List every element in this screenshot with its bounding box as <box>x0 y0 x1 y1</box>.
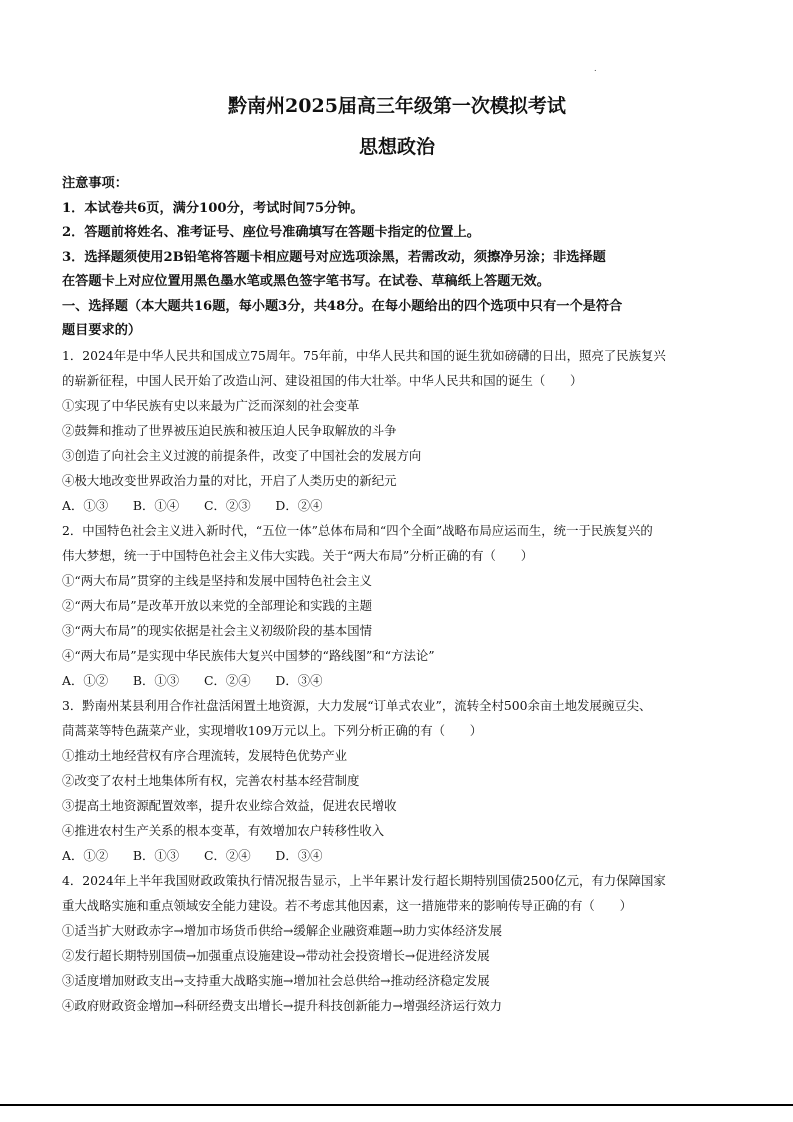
question-3-stem: 3．黔南州某县利用合作社盘活闲置土地资源，大力发展“订单式农业”，流转全村500余亩土地发展豌豆尖、 <box>62 698 652 713</box>
question-2-statement-2: ②“两大布局”是改革开放以来党的全部理论和实践的主题 <box>62 598 373 613</box>
subject-title: 思想政治 <box>358 136 435 158</box>
notice-heading: 注意事项： <box>62 176 128 191</box>
question-3-statement-3: ③提高土地资源配置效率，提升农业综合效益，促进农民增收 <box>62 798 397 813</box>
question-4-statement-3: ③适度增加财政支出→支持重大战略实施→增加社会总供给→推动经济稳定发展 <box>62 973 490 988</box>
question-3-stem-cont: 茼蒿菜等特色蔬菜产业，实现增收109万元以上。下列分析正确的有（ ） <box>62 723 483 738</box>
page-bottom-rule <box>0 1104 793 1106</box>
question-4-stem: 4．2024年上半年我国财政政策执行情况报告显示，上半年累计发行超长期特别国债2500亿元，有力保障国家 <box>62 873 666 888</box>
question-4-statement-2: ②发行超长期特别国债→加强重点设施建设→带动社会投资增长→促进经济发展 <box>62 948 490 963</box>
scan-dot: . <box>594 64 597 73</box>
question-1-statement-1: ①实现了中华民族有史以来最为广泛而深刻的社会变革 <box>62 398 360 413</box>
section-heading-cont: 题目要求的） <box>62 323 142 338</box>
question-3-statement-2: ②改变了农村土地集体所有权，完善农村基本经营制度 <box>62 773 360 788</box>
question-4-statement-1: ①适当扩大财政赤字→增加市场货币供给→缓解企业融资难题→助力实体经济发展 <box>62 923 503 938</box>
question-1-statement-2: ②鼓舞和推动了世界被压迫民族和被压迫人民争取解放的斗争 <box>62 423 397 438</box>
question-1-stem: 1．2024年是中华人民共和国成立75周年。75年前，中华人民共和国的诞生犹如磅礴的日出，照亮了民族复兴 <box>62 348 666 363</box>
question-2-statement-3: ③“两大布局”的现实依据是社会主义初级阶段的基本国情 <box>62 623 373 638</box>
question-2-stem-cont: 伟大梦想，统一于中国特色社会主义伟大实践。关于“两大布局”分析正确的有（ ） <box>62 548 534 563</box>
question-4-statement-4: ④政府财政资金增加→科研经费支出增长→提升科技创新能力→增强经济运行效力 <box>62 998 503 1013</box>
notice-item-1: 1．本试卷共6页，满分100分，考试时间75分钟。 <box>62 201 364 216</box>
question-2-statement-1: ①“两大布局”贯穿的主线是坚持和发展中国特色社会主义 <box>62 573 373 588</box>
question-4-stem-cont: 重大战略实施和重点领域安全能力建设。若不考虑其他因素，这一措施带来的影响传导正确的有（ ） <box>62 898 632 913</box>
notice-item-3: 3．选择题须使用2B铅笔将答题卡相应题号对应选项涂黑，若需改动，须擦净另涂；非选择题 <box>62 250 606 265</box>
question-1-stem-cont: 的崭新征程，中国人民开始了改造山河、建设祖国的伟大壮举。中华人民共和国的诞生（ ） <box>62 373 583 388</box>
question-1-statement-4: ④极大地改变世界政治力量的对比，开启了人类历史的新纪元 <box>62 473 397 488</box>
notice-item-3-cont: 在答题卡上对应位置用黑色墨水笔或黑色签字笔书写。在试卷、草稿纸上答题无效。 <box>62 274 550 289</box>
question-3-options: A．①② B．①③ C．②④ D．③④ <box>62 848 323 863</box>
notice-item-2: 2．答题前将姓名、准考证号、座位号准确填写在答题卡指定的位置上。 <box>62 225 480 240</box>
question-3-statement-1: ①推动土地经营权有序合理流转，发展特色优势产业 <box>62 748 347 763</box>
question-2-statement-4: ④“两大布局”是实现中华民族伟大复兴中国梦的“路线图”和“方法论” <box>62 648 435 663</box>
question-3-statement-4: ④推进农村生产关系的根本变革，有效增加农户转移性收入 <box>62 823 385 838</box>
section-heading: 一、选择题（本大题共16题，每小题3分，共48分。在每小题给出的四个选项中只有一个是符合 <box>62 299 623 314</box>
exam-title: 黔南州2025届高三年级第一次模拟考试 <box>228 95 566 117</box>
question-1-options: A．①③ B．①④ C．②③ D．②④ <box>62 498 323 513</box>
question-2-options: A．①② B．①③ C．②④ D．③④ <box>62 673 323 688</box>
question-2-stem: 2．中国特色社会主义进入新时代，“五位一体”总体布局和“四个全面”战略布局应运而生，统一于民族复兴的 <box>62 523 653 538</box>
question-1-statement-3: ③创造了向社会主义过渡的前提条件，改变了中国社会的发展方向 <box>62 448 422 463</box>
